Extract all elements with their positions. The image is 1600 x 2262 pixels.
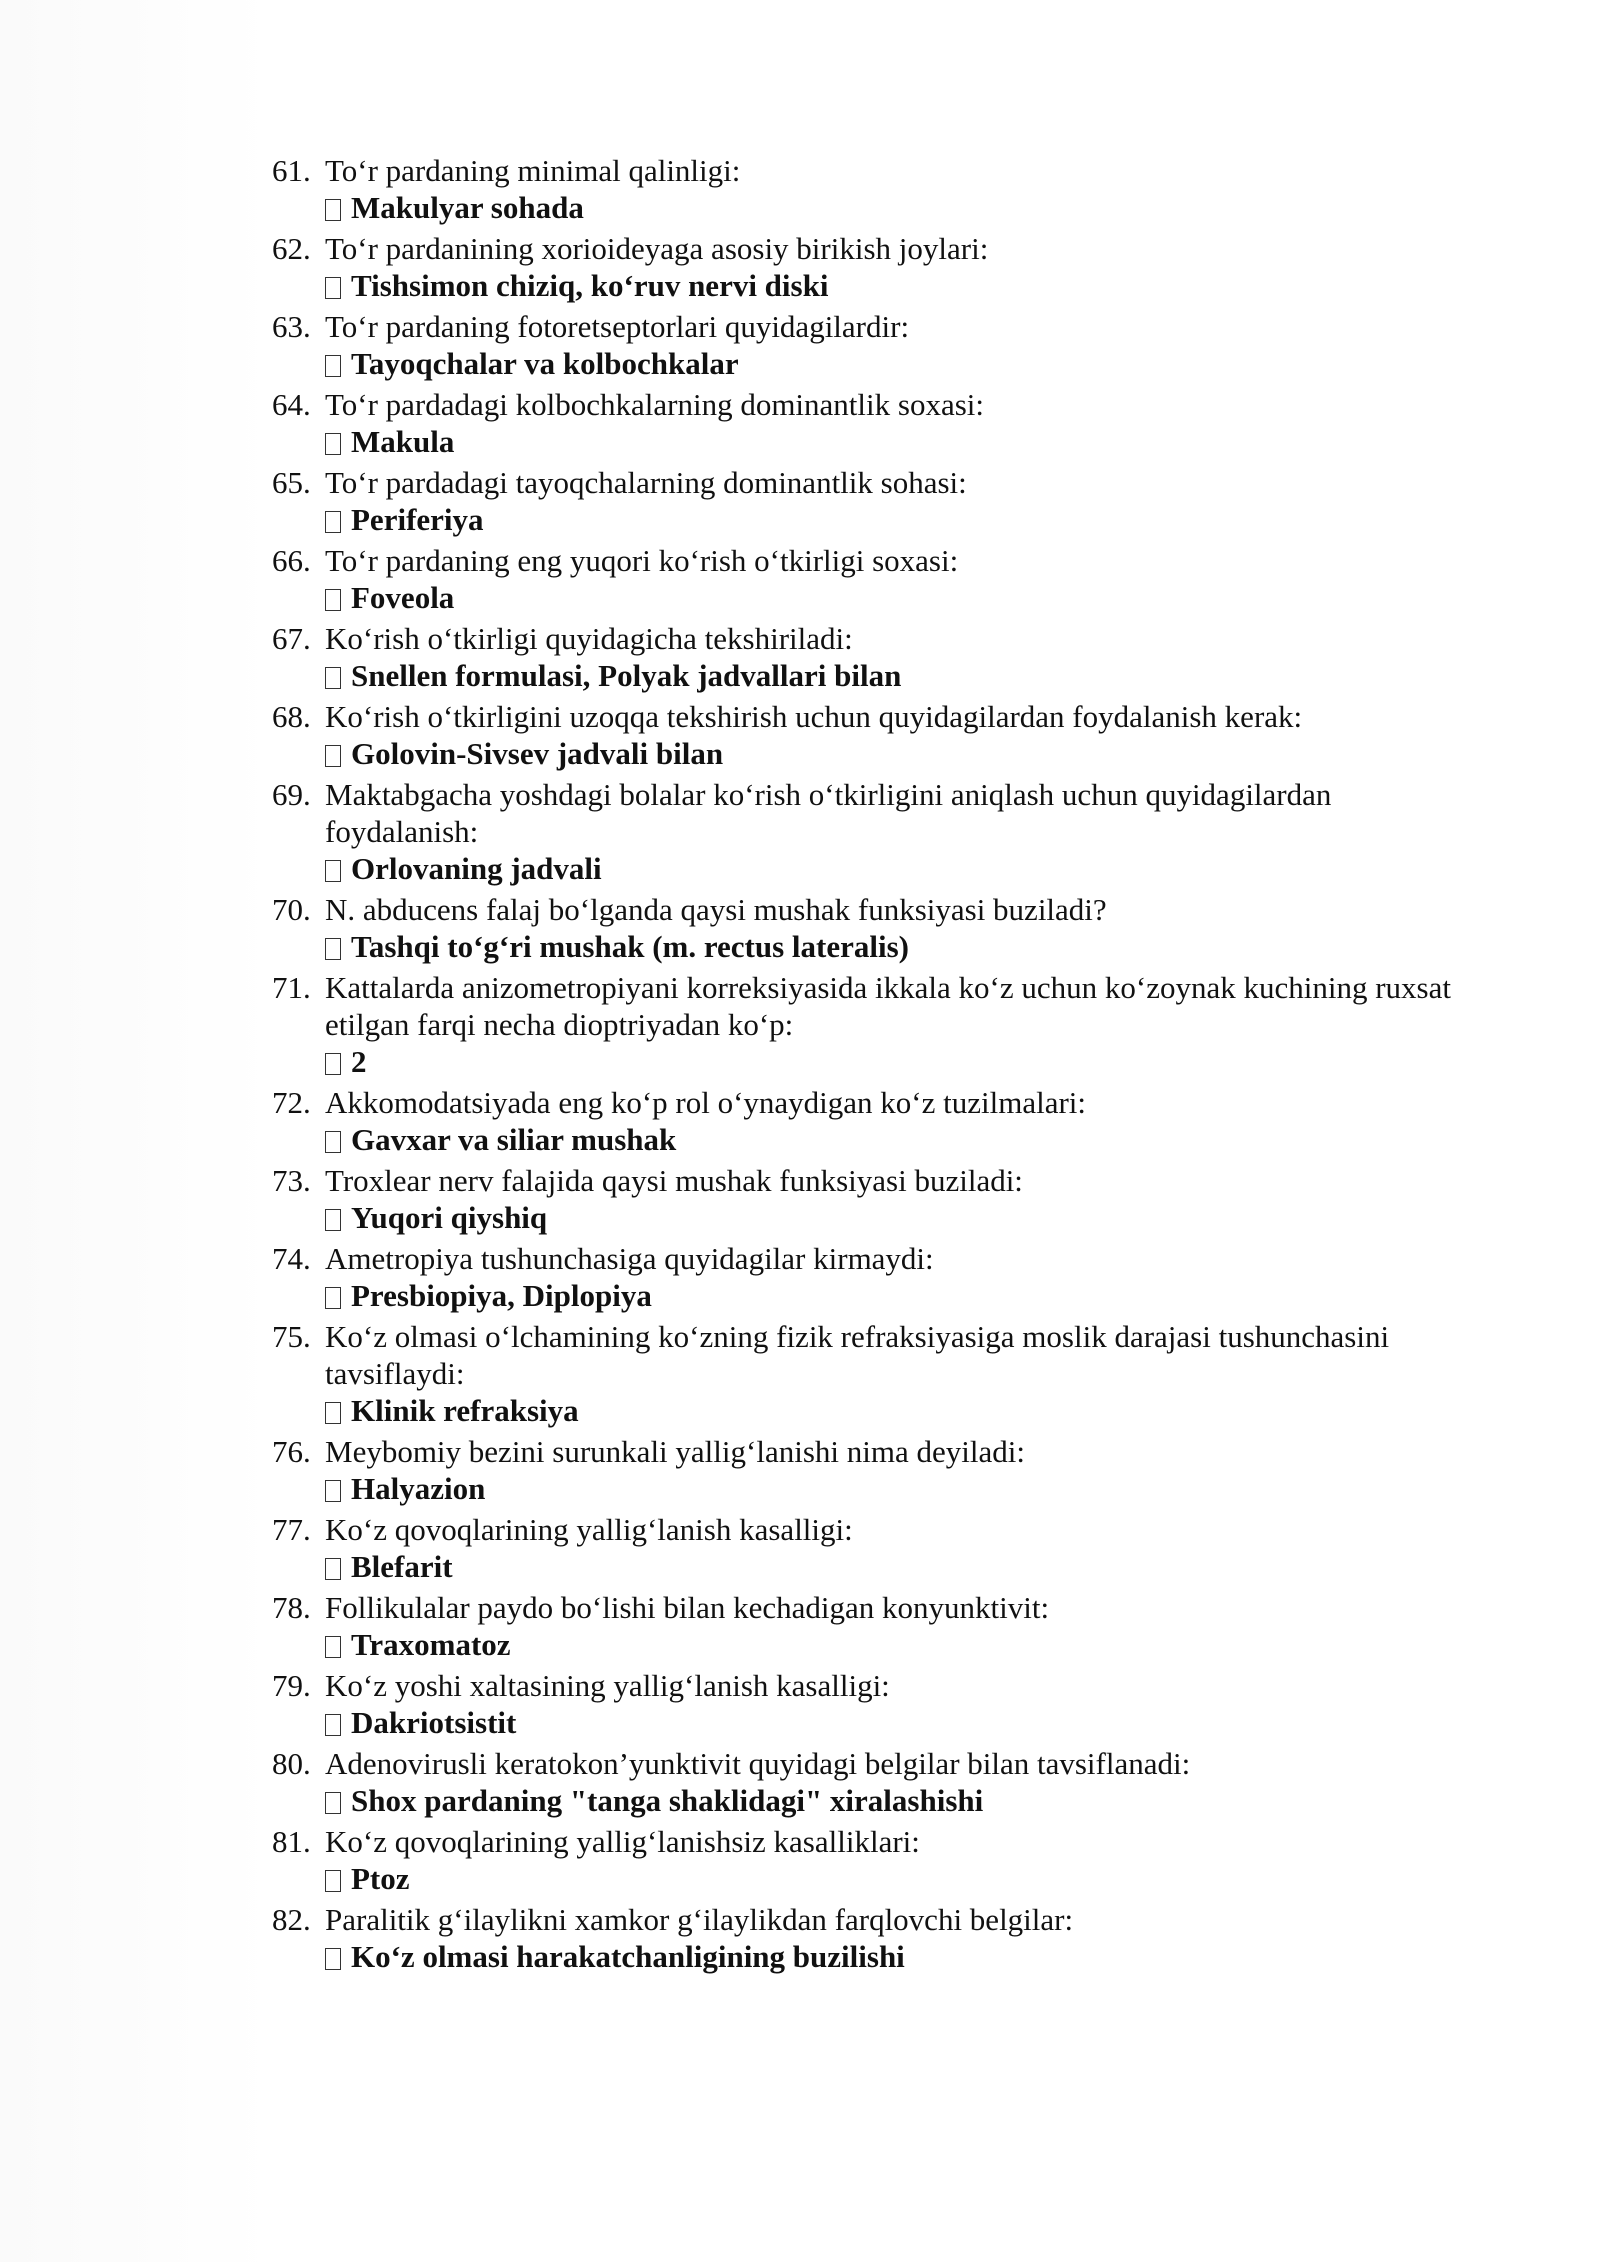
question-line [272,152,1472,189]
question-item [272,1240,1472,1314]
answer-text: Tayoqchalar va kolbochkalar [351,346,739,381]
question-text: Meybomiy bezini surunkali yallig‘lanishi nima deyiladi: [325,1434,1025,1469]
question-item [272,1433,1472,1507]
checkbox-icon [325,745,341,767]
answer-text: Traxomatoz [351,1627,511,1662]
question-text: Ko‘z qovoqlarining yallig‘lanish kasalligi: [325,1512,853,1547]
question-line [272,308,1472,345]
question-number: 63. [272,309,311,344]
question-item [272,152,1472,226]
checkbox-icon [325,1870,341,1892]
answer-text: Klinik refraksiya [351,1393,579,1428]
question-line [272,1162,1472,1199]
answer-line [325,1860,1472,1897]
question-number: 70. [272,892,311,927]
question-item [272,1667,1472,1741]
question-line [272,698,1472,735]
question-text: To‘r pardaning fotoretseptorlari quyidagilardir: [325,309,910,344]
answer-line [325,1043,1472,1080]
answer-text: Presbiopiya, Diplopiya [351,1278,652,1313]
question-number: 81. [272,1824,311,1859]
answer-line [325,1392,1472,1429]
question-line [272,386,1472,423]
question-item [272,1823,1472,1897]
question-text: Ametropiya tushunchasiga quyidagilar kirmaydi: [325,1241,934,1276]
checkbox-icon [325,860,341,882]
checkbox-icon [325,1558,341,1580]
question-text: Troxlear nerv falajida qaysi mushak funksiyasi buziladi: [325,1163,1023,1198]
question-line [272,1667,1472,1704]
answer-line [325,501,1472,538]
question-line [272,1084,1472,1121]
question-line [272,1511,1472,1548]
answer-line [325,423,1472,460]
question-item [272,1162,1472,1236]
checkbox-icon [325,433,341,455]
question-number: 62. [272,231,311,266]
checkbox-icon [325,355,341,377]
question-number: 73. [272,1163,311,1198]
question-item [272,464,1472,538]
answer-line [325,657,1472,694]
question-text: To‘r pardaning minimal qalinligi: [325,153,741,188]
answer-line [325,1277,1472,1314]
checkbox-icon [325,1714,341,1736]
answer-text: 2 [351,1044,367,1079]
question-text: To‘r pardadagi kolbochkalarning dominantlik soxasi: [325,387,985,422]
question-item [272,1745,1472,1819]
answer-text: Blefarit [351,1549,453,1584]
question-line [272,969,1472,1043]
question-text: Akkomodatsiyada eng ko‘p rol o‘ynaydigan ko‘z tuzilmalari: [325,1085,1087,1120]
answer-text: Snellen formulasi, Polyak jadvallari bilan [351,658,902,693]
question-text: Follikulalar paydo bo‘lishi bilan kechadigan konyunktivit: [325,1590,1050,1625]
question-item [272,698,1472,772]
question-text: Ko‘rish o‘tkirligi quyidagicha tekshiriladi: [325,621,853,656]
question-item [272,1901,1472,1975]
answer-text: Golovin-Sivsev jadvali bilan [351,736,724,771]
answer-line [325,1704,1472,1741]
question-number: 66. [272,543,311,578]
question-line [272,1901,1472,1938]
answer-line [325,1938,1472,1975]
question-item [272,542,1472,616]
question-number: 67. [272,621,311,656]
answer-text: Makula [351,424,455,459]
question-list [272,152,1472,1979]
question-text: To‘r pardanining xorioideyaga asosiy birikish joylari: [325,231,989,266]
question-item [272,969,1472,1080]
checkbox-icon [325,1480,341,1502]
question-line [272,1745,1472,1782]
answer-text: Ko‘z olmasi harakatchanligining buzilishi [351,1939,905,1974]
answer-line [325,1199,1472,1236]
question-line [272,1589,1472,1626]
question-line [272,1318,1472,1392]
question-text: Ko‘z qovoqlarining yallig‘lanishsiz kasalliklari: [325,1824,920,1859]
checkbox-icon [325,1636,341,1658]
question-text: N. abducens falaj bo‘lganda qaysi mushak funksiyasi buziladi? [325,892,1107,927]
answer-line [325,1782,1472,1819]
question-line [272,464,1472,501]
question-item [272,1318,1472,1429]
answer-line [325,345,1472,382]
answer-line [325,1626,1472,1663]
checkbox-icon [325,667,341,689]
answer-line [325,1548,1472,1585]
answer-text: Gavxar va siliar mushak [351,1122,677,1157]
answer-text: Periferiya [351,502,484,537]
question-item [272,620,1472,694]
checkbox-icon [325,511,341,533]
question-line [272,1433,1472,1470]
answer-line [325,928,1472,965]
answer-line [325,189,1472,226]
checkbox-icon [325,938,341,960]
question-number: 82. [272,1902,311,1937]
page-margin-shade [0,0,272,2262]
answer-line [325,850,1472,887]
answer-text: Halyazion [351,1471,486,1506]
question-number: 75. [272,1319,311,1354]
question-text: Ko‘z yoshi xaltasining yallig‘lanish kasalligi: [325,1668,890,1703]
answer-line [325,1121,1472,1158]
question-number: 72. [272,1085,311,1120]
question-line [272,776,1472,850]
question-number: 68. [272,699,311,734]
question-text: To‘r pardaning eng yuqori ko‘rish o‘tkirligi soxasi: [325,543,959,578]
question-line [272,1240,1472,1277]
question-item [272,308,1472,382]
checkbox-icon [325,277,341,299]
checkbox-icon [325,1131,341,1153]
question-item [272,386,1472,460]
question-item [272,1511,1472,1585]
question-text: Maktabgacha yoshdagi bolalar ko‘rish o‘tkirligini aniqlash uchun quyidagilardan foydalanish: [325,777,1332,849]
checkbox-icon [325,1287,341,1309]
question-number: 78. [272,1590,311,1625]
checkbox-icon [325,1792,341,1814]
question-text: Ko‘rish o‘tkirligini uzoqqa tekshirish uchun quyidagilardan foydalanish kerak: [325,699,1303,734]
question-number: 77. [272,1512,311,1547]
question-item [272,1084,1472,1158]
question-number: 71. [272,970,311,1005]
answer-line [325,735,1472,772]
checkbox-icon [325,199,341,221]
question-text: To‘r pardadagi tayoqchalarning dominantlik sohasi: [325,465,967,500]
question-number: 65. [272,465,311,500]
question-number: 61. [272,153,311,188]
checkbox-icon [325,1402,341,1424]
question-text: Adenovirusli keratokon’yunktivit quyidagi belgilar bilan tavsiflanadi: [325,1746,1191,1781]
answer-text: Dakriotsistit [351,1705,517,1740]
question-number: 64. [272,387,311,422]
answer-text: Yuqori qiyshiq [351,1200,548,1235]
question-number: 74. [272,1241,311,1276]
question-line [272,1823,1472,1860]
answer-text: Tishsimon chiziq, ko‘ruv nervi diski [351,268,829,303]
question-item [272,1589,1472,1663]
question-number: 76. [272,1434,311,1469]
checkbox-icon [325,1053,341,1075]
question-number: 69. [272,777,311,812]
question-number: 80. [272,1746,311,1781]
answer-line [325,267,1472,304]
checkbox-icon [325,589,341,611]
question-item [272,891,1472,965]
question-line [272,620,1472,657]
answer-line [325,579,1472,616]
question-line [272,542,1472,579]
question-number: 79. [272,1668,311,1703]
answer-text: Makulyar sohada [351,190,584,225]
question-item [272,776,1472,887]
checkbox-icon [325,1948,341,1970]
question-text: Paralitik g‘ilaylikni xamkor g‘ilaylikdan farqlovchi belgilar: [325,1902,1074,1937]
answer-text: Shox pardaning "tanga shaklidagi" xiralashishi [351,1783,984,1818]
question-line [272,891,1472,928]
answer-line [325,1470,1472,1507]
question-text: Ko‘z olmasi o‘lchamining ko‘zning fizik refraksiyasiga moslik darajasi tushunchasini tavsiflaydi: [325,1319,1390,1391]
question-item [272,230,1472,304]
answer-text: Tashqi to‘g‘ri mushak (m. rectus lateralis) [351,929,909,964]
answer-text: Foveola [351,580,455,615]
question-line [272,230,1472,267]
answer-text: Ptoz [351,1861,410,1896]
answer-text: Orlovaning jadvali [351,851,602,886]
checkbox-icon [325,1209,341,1231]
question-text: Kattalarda anizometropiyani korreksiyasida ikkala ko‘z uchun ko‘zoynak kuchining ruxsat etilgan farqi necha dioptriyadan ko‘p: [325,970,1451,1042]
